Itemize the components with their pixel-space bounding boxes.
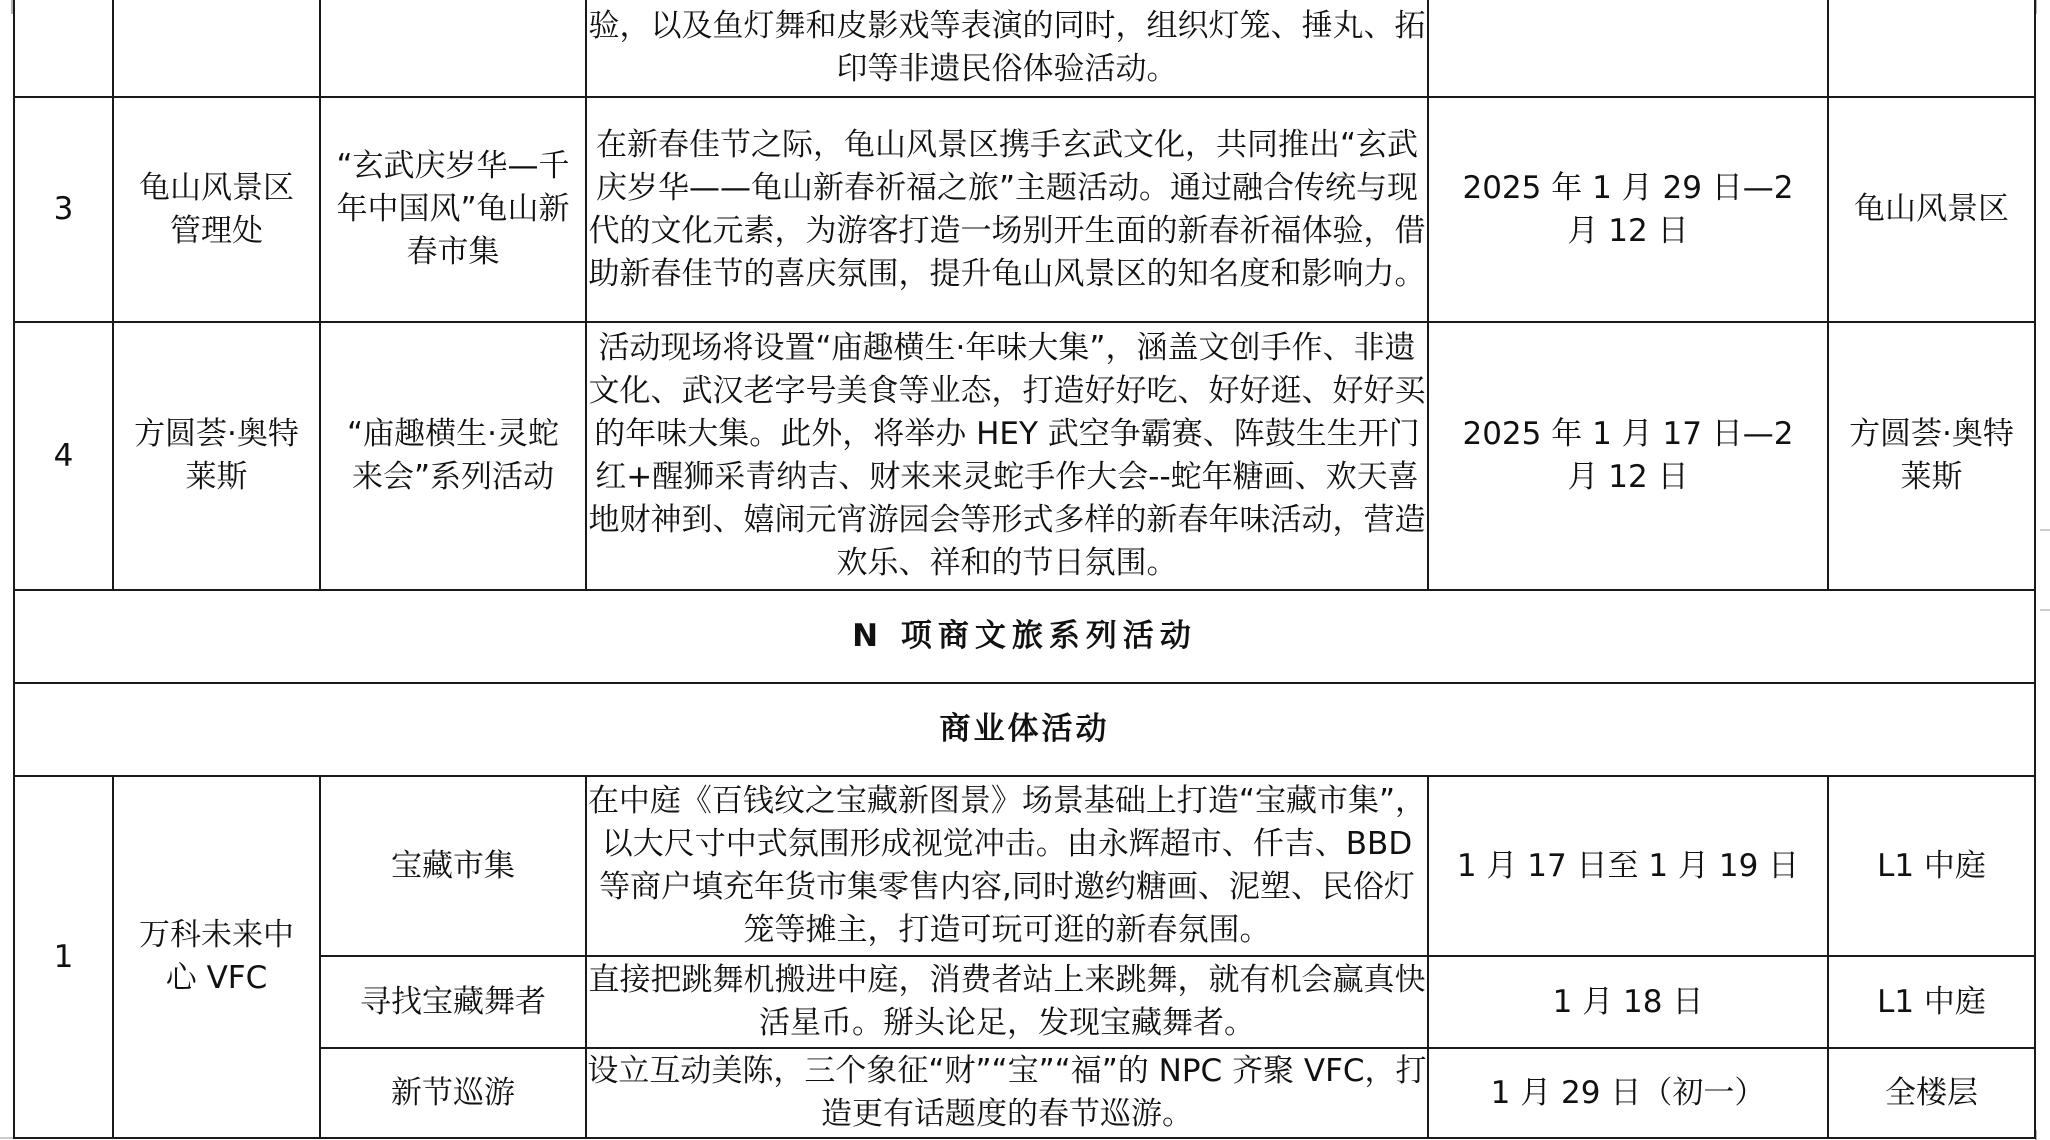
description-cell: 在中庭《百钱纹之宝藏新图景》场景基础上打造“宝藏市集”，以大尺寸中式氛围形成视觉冲击。由永辉超市、仟吉、BBD 等商户填充年货市集零售内容,同时邀约糖画、泥塑、民俗灯笼等摊主，打造可玩可逛的新春氛围。 (586, 776, 1428, 956)
event-cell: “玄武庆岁华—千年中国风”龟山新春市集 (320, 97, 586, 322)
description-cell: 活动现场将设置“庙趣横生·年味大集”，涵盖文创手作、非遗文化、武汉老字号美食等业态，打造好好吃、好好逛、好好买的年味大集。此外，将举办 HEY 武空争霸赛、阵鼓生生开门红+醒狮采青纳吉、财来来灵蛇手作大会--蛇年糖画、欢天喜地财神到、嬉闹元宵游园会等形式多样的新春年味活动，营造欢乐、祥和的节日氛围。 (586, 322, 1428, 590)
organizer-cell: 方圆荟·奥特莱斯 (113, 322, 320, 590)
time-cell: 2025 年 1 月 29 日—2 月 12 日 (1428, 97, 1828, 322)
event-cell: 宝藏市集 (320, 776, 586, 956)
event-cell: “庙趣横生·灵蛇来会”系列活动 (320, 322, 586, 590)
time-cell: 2025 年 1 月 17 日—2 月 12 日 (1428, 322, 1828, 590)
location-cell: 方圆荟·奥特莱斯 (1828, 322, 2035, 590)
activity-table (13, 0, 2036, 1139)
organizer-cell: 龟山风景区管理处 (113, 97, 320, 322)
no-cell: 1 (14, 776, 113, 1138)
no-cell: 3 (14, 97, 113, 322)
location-cell: L1 中庭 (1828, 776, 2035, 956)
organizer-cell (113, 0, 320, 97)
description-cell: 直接把跳舞机搬进中庭，消费者站上来跳舞，就有机会赢真快活星币。掰头论足，发现宝藏舞者。 (586, 956, 1428, 1048)
table-row (14, 322, 2035, 590)
event-cell (320, 0, 586, 97)
time-cell (1428, 0, 1828, 97)
event-cell: 寻找宝藏舞者 (320, 956, 586, 1048)
table-row (14, 776, 2035, 956)
event-cell: 新节巡游 (320, 1048, 586, 1138)
section-row (14, 590, 2035, 683)
subsection-title: 商业体活动 (14, 683, 2035, 776)
description-cell: 验，以及鱼灯舞和皮影戏等表演的同时，组织灯笼、捶丸、拓印等非遗民俗体验活动。 (586, 0, 1428, 97)
location-cell: 龟山风景区 (1828, 97, 2035, 322)
table-row (14, 97, 2035, 322)
location-cell: 全楼层 (1828, 1048, 2035, 1138)
description-cell: 设立互动美陈，三个象征“财”“宝”“福”的 NPC 齐聚 VFC，打造更有话题度的春节巡游。 (586, 1048, 1428, 1138)
time-cell: 1 月 17 日至 1 月 19 日 (1428, 776, 1828, 956)
location-cell: L1 中庭 (1828, 956, 2035, 1048)
time-cell: 1 月 18 日 (1428, 956, 1828, 1048)
no-cell: 4 (14, 322, 113, 590)
time-cell: 1 月 29 日（初一） (1428, 1048, 1828, 1138)
table-row (14, 0, 2035, 97)
subsection-row (14, 683, 2035, 776)
description-cell: 在新春佳节之际，龟山风景区携手玄武文化，共同推出“玄武庆岁华——龟山新春祈福之旅”主题活动。通过融合传统与现代的文化元素，为游客打造一场别开生面的新春祈福体验，借助新春佳节的喜庆氛围，提升龟山风景区的知名度和影响力。 (586, 97, 1428, 322)
location-cell (1828, 0, 2035, 97)
no-cell (14, 0, 113, 97)
section-title: N 项商文旅系列活动 (14, 590, 2035, 683)
organizer-cell: 万科未来中心 VFC (113, 776, 320, 1138)
